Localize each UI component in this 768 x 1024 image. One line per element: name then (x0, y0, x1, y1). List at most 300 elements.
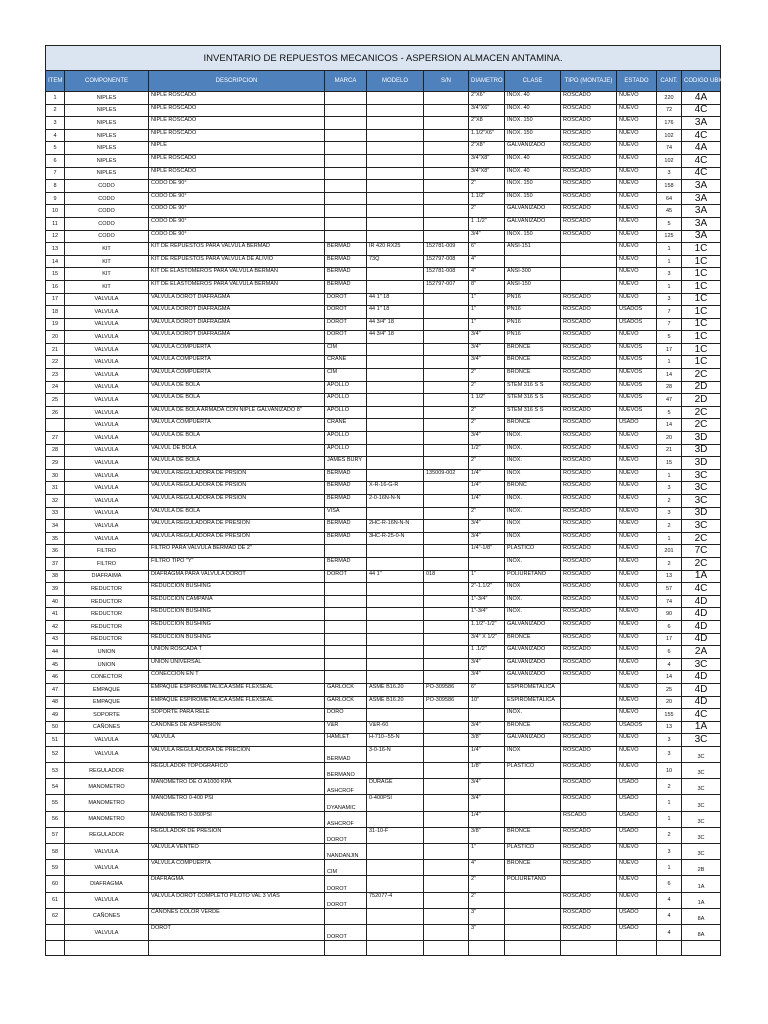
cell-sn[interactable] (424, 331, 469, 344)
cell-clase[interactable]: GALVANIZADO (505, 646, 561, 659)
cell-descripcion[interactable]: VALVULA COMPUERTA (149, 369, 325, 382)
cell-diametro[interactable]: 3/8" (469, 827, 505, 843)
cell-descripcion[interactable]: VALVULA REGULADORA DE PRESION (149, 520, 325, 533)
cell-tipo-montaje[interactable]: ROSCADO (561, 129, 617, 142)
cell-codigo-ubic[interactable]: 4D (682, 683, 721, 696)
cell-codigo-ubic[interactable]: 1C (682, 280, 721, 293)
cell-componente[interactable]: KIT (65, 280, 149, 293)
cell-estado[interactable]: NUEVO (617, 432, 657, 445)
cell-sn[interactable] (424, 142, 469, 155)
cell-diametro[interactable]: 1.1/2" (469, 192, 505, 205)
cell-tipo-montaje[interactable]: ROSCADO (561, 608, 617, 621)
cell-marca[interactable]: BERMAD (325, 557, 367, 570)
cell-diametro[interactable]: 3/8" (469, 734, 505, 747)
cell-tipo-montaje[interactable]: ROSCADO (561, 520, 617, 533)
cell-clase[interactable]: GALVANIZADO (505, 620, 561, 633)
cell-marca[interactable] (325, 192, 367, 205)
cell-item[interactable]: 31 (46, 482, 65, 495)
cell-tipo-montaje[interactable]: ROSCADO (561, 381, 617, 394)
cell-clase[interactable]: BRONCE (505, 419, 561, 432)
cell-clase[interactable]: INOX. (505, 709, 561, 722)
cell-clase[interactable]: INOX (505, 532, 561, 545)
cell-codigo-ubic[interactable]: 3A (682, 117, 721, 130)
cell-componente[interactable]: CONECTOR (65, 671, 149, 684)
cell-item[interactable]: 12 (46, 230, 65, 243)
cell-estado[interactable]: NUEVO (617, 255, 657, 268)
cell-diametro[interactable]: 3/4" (469, 532, 505, 545)
cell-codigo-ubic[interactable]: 3A (682, 180, 721, 193)
cell-item[interactable]: 44 (46, 646, 65, 659)
cell-estado[interactable]: NUEVO (617, 293, 657, 306)
cell-tipo-montaje[interactable] (561, 255, 617, 268)
cell-marca[interactable] (325, 595, 367, 608)
cell-componente[interactable]: VALVULA (65, 306, 149, 319)
cell-clase[interactable] (505, 255, 561, 268)
cell-item[interactable]: 5 (46, 142, 65, 155)
cell-clase[interactable]: ANSI-300 (505, 268, 561, 281)
cell-codigo-ubic[interactable]: 4D (682, 671, 721, 684)
cell-clase[interactable]: ANSI-150 (505, 280, 561, 293)
cell-marca[interactable]: CIM (325, 860, 367, 876)
cell-cant[interactable]: 1 (657, 255, 682, 268)
cell-tipo-montaje[interactable]: ROSCADO (561, 779, 617, 795)
cell-cant[interactable]: 125 (657, 230, 682, 243)
cell-tipo-montaje[interactable]: ROSCADO (561, 545, 617, 558)
cell-codigo-ubic[interactable]: 3A (682, 217, 721, 230)
cell-codigo-ubic[interactable]: 1C (682, 255, 721, 268)
cell-tipo-montaje[interactable]: ROSCADO (561, 192, 617, 205)
cell-sn[interactable] (424, 608, 469, 621)
cell-cant[interactable]: 20 (657, 432, 682, 445)
cell-descripcion[interactable]: CODO DE 90° (149, 217, 325, 230)
cell-marca[interactable] (325, 217, 367, 230)
cell-clase[interactable]: PLASTICO (505, 545, 561, 558)
cell-clase[interactable]: GALVANIZADO (505, 671, 561, 684)
cell-sn[interactable] (424, 369, 469, 382)
cell-clase[interactable] (505, 779, 561, 795)
cell-modelo[interactable]: ASME B16.20 (367, 683, 424, 696)
cell-modelo[interactable] (367, 557, 424, 570)
cell-cant[interactable]: 1 (657, 356, 682, 369)
cell-codigo-ubic[interactable]: 8A (682, 924, 721, 940)
cell-descripcion[interactable]: DIAFRAGMA PARA VALVULA DOROT (149, 570, 325, 583)
cell-descripcion[interactable]: NIPLE ROSCADO (149, 92, 325, 105)
cell-tipo-montaje[interactable]: ROSCADO (561, 746, 617, 762)
cell-modelo[interactable]: DURAGE (367, 779, 424, 795)
cell-item[interactable]: 37 (46, 557, 65, 570)
cell-componente[interactable]: KIT (65, 243, 149, 256)
header-marca[interactable]: MARCA (325, 71, 367, 92)
cell-sn[interactable] (424, 620, 469, 633)
cell-codigo-ubic[interactable]: 3C (682, 495, 721, 508)
cell-estado[interactable]: NUEVO (617, 620, 657, 633)
cell-sn[interactable] (424, 419, 469, 432)
cell-sn[interactable]: 152781-009 (424, 243, 469, 256)
cell-codigo-ubic[interactable]: 1C (682, 268, 721, 281)
cell-cant[interactable]: 90 (657, 608, 682, 621)
cell-estado[interactable]: NUEVO (617, 117, 657, 130)
cell-descripcion[interactable]: CODO DE 90° (149, 192, 325, 205)
cell-marca[interactable]: BERMANO (325, 763, 367, 779)
cell-cant[interactable]: 7 (657, 306, 682, 319)
cell-clase[interactable] (505, 924, 561, 940)
cell-clase[interactable] (505, 811, 561, 827)
cell-componente[interactable]: VALVULA (65, 432, 149, 445)
cell-codigo-ubic[interactable]: 1C (682, 318, 721, 331)
cell-item[interactable]: 52 (46, 746, 65, 762)
cell-componente[interactable]: VALVULA (65, 495, 149, 508)
cell-componente[interactable]: CODO (65, 192, 149, 205)
cell-cant[interactable]: 3 (657, 746, 682, 762)
cell-marca[interactable]: CRANE (325, 356, 367, 369)
cell-modelo[interactable]: 44 1" 18 (367, 306, 424, 319)
cell-codigo-ubic[interactable]: 7C (682, 545, 721, 558)
cell-clase[interactable]: GALVANIZADO (505, 142, 561, 155)
cell-diametro[interactable] (469, 709, 505, 722)
cell-tipo-montaje[interactable]: ROSCADO (561, 154, 617, 167)
empty-cell[interactable] (561, 941, 617, 956)
cell-tipo-montaje[interactable]: ROSCADO (561, 721, 617, 734)
cell-sn[interactable] (424, 318, 469, 331)
cell-item[interactable]: 6 (46, 154, 65, 167)
cell-descripcion[interactable]: FILTRO TIPO "Y" (149, 557, 325, 570)
cell-cant[interactable]: 7 (657, 318, 682, 331)
cell-modelo[interactable] (367, 154, 424, 167)
cell-cant[interactable]: 5 (657, 331, 682, 344)
cell-item[interactable]: 20 (46, 331, 65, 344)
cell-clase[interactable]: ANSI-151 (505, 243, 561, 256)
cell-estado[interactable]: NUEVO (617, 844, 657, 860)
cell-marca[interactable]: BERMAD (325, 520, 367, 533)
cell-estado[interactable]: USADOS (617, 721, 657, 734)
cell-modelo[interactable] (367, 129, 424, 142)
cell-sn[interactable] (424, 192, 469, 205)
cell-descripcion[interactable]: VALVULA DOROT COMPLETO PILOTO VAL 3 VIAS (149, 892, 325, 908)
cell-marca[interactable]: DOROT (325, 892, 367, 908)
cell-marca[interactable]: BERMAD (325, 469, 367, 482)
cell-sn[interactable] (424, 721, 469, 734)
cell-estado[interactable]: NUEVO (617, 746, 657, 762)
cell-cant[interactable]: 1 (657, 280, 682, 293)
cell-modelo[interactable] (367, 343, 424, 356)
cell-sn[interactable] (424, 827, 469, 843)
cell-descripcion[interactable]: KIT DE ELASTOMEROS PARA VALVULA BERMAN (149, 280, 325, 293)
cell-marca[interactable]: CRANE (325, 419, 367, 432)
cell-clase[interactable]: INOX. (505, 495, 561, 508)
cell-item[interactable] (46, 924, 65, 940)
cell-sn[interactable] (424, 734, 469, 747)
cell-componente[interactable]: FILTRO (65, 557, 149, 570)
cell-cant[interactable]: 1 (657, 811, 682, 827)
cell-clase[interactable]: PN16 (505, 306, 561, 319)
cell-marca[interactable] (325, 633, 367, 646)
cell-clase[interactable]: BRONCE (505, 356, 561, 369)
cell-tipo-montaje[interactable]: ROSCADO (561, 908, 617, 924)
cell-descripcion[interactable]: VALVULA COMPUERTA (149, 343, 325, 356)
cell-diametro[interactable]: 2"X8" (469, 142, 505, 155)
cell-sn[interactable] (424, 230, 469, 243)
cell-modelo[interactable] (367, 142, 424, 155)
cell-componente[interactable]: VALVULA (65, 293, 149, 306)
cell-clase[interactable]: INOX. (505, 432, 561, 445)
cell-cant[interactable]: 17 (657, 343, 682, 356)
cell-modelo[interactable]: 0-400PSI (367, 795, 424, 811)
cell-tipo-montaje[interactable]: ROSCADO (561, 620, 617, 633)
cell-marca[interactable] (325, 92, 367, 105)
cell-cant[interactable]: 5 (657, 406, 682, 419)
cell-componente[interactable]: VALVULA (65, 520, 149, 533)
cell-componente[interactable]: REDUCTOR (65, 620, 149, 633)
cell-codigo-ubic[interactable]: 3C (682, 658, 721, 671)
header-sn[interactable]: S/N (424, 71, 469, 92)
cell-item[interactable]: 7 (46, 167, 65, 180)
cell-codigo-ubic[interactable]: 4C (682, 154, 721, 167)
cell-marca[interactable]: DOROT (325, 318, 367, 331)
cell-codigo-ubic[interactable]: 2D (682, 394, 721, 407)
cell-componente[interactable]: VALVULA (65, 482, 149, 495)
cell-estado[interactable]: NUEVO (617, 180, 657, 193)
cell-codigo-ubic[interactable]: 3C (682, 779, 721, 795)
cell-item[interactable]: 1 (46, 92, 65, 105)
cell-codigo-ubic[interactable]: 3A (682, 192, 721, 205)
cell-componente[interactable]: MANOMETRO (65, 795, 149, 811)
cell-item[interactable]: 61 (46, 892, 65, 908)
cell-marca[interactable] (325, 646, 367, 659)
cell-item[interactable]: 60 (46, 876, 65, 892)
cell-marca[interactable] (325, 167, 367, 180)
cell-componente[interactable]: VALVULA (65, 394, 149, 407)
cell-tipo-montaje[interactable]: ROSCADO (561, 595, 617, 608)
cell-cant[interactable]: 4 (657, 658, 682, 671)
cell-estado[interactable]: USADO (617, 827, 657, 843)
cell-marca[interactable]: DOROT (325, 331, 367, 344)
cell-sn[interactable] (424, 167, 469, 180)
cell-item[interactable]: 16 (46, 280, 65, 293)
cell-tipo-montaje[interactable]: ROSCADO (561, 482, 617, 495)
cell-marca[interactable] (325, 117, 367, 130)
cell-sn[interactable] (424, 205, 469, 218)
cell-tipo-montaje[interactable]: ROSCADO (561, 658, 617, 671)
cell-componente[interactable]: NIPLES (65, 117, 149, 130)
cell-componente[interactable]: DIAFRAGMA (65, 876, 149, 892)
cell-clase[interactable]: BRONCE (505, 633, 561, 646)
cell-sn[interactable] (424, 779, 469, 795)
cell-componente[interactable]: REDUCTOR (65, 595, 149, 608)
cell-sn[interactable] (424, 795, 469, 811)
cell-codigo-ubic[interactable]: 4C (682, 709, 721, 722)
empty-cell[interactable] (367, 941, 424, 956)
cell-diametro[interactable]: 2" (469, 180, 505, 193)
cell-modelo[interactable] (367, 394, 424, 407)
cell-cant[interactable]: 4 (657, 924, 682, 940)
cell-diametro[interactable]: 3" (469, 924, 505, 940)
cell-cant[interactable]: 10 (657, 763, 682, 779)
cell-codigo-ubic[interactable]: 3C (682, 746, 721, 762)
cell-descripcion[interactable]: KIT DE REPUESTOS PARA VALVULA DE ALIVIO (149, 255, 325, 268)
cell-estado[interactable]: NUEVO (617, 217, 657, 230)
cell-modelo[interactable] (367, 406, 424, 419)
cell-estado[interactable]: NUEVO (617, 192, 657, 205)
cell-marca[interactable]: GARLOCK (325, 696, 367, 709)
cell-tipo-montaje[interactable] (561, 696, 617, 709)
cell-diametro[interactable]: 3/4" (469, 520, 505, 533)
cell-item[interactable]: 9 (46, 192, 65, 205)
cell-cant[interactable]: 2 (657, 779, 682, 795)
cell-tipo-montaje[interactable]: ROSCADO (561, 583, 617, 596)
cell-componente[interactable]: CAÑONES (65, 721, 149, 734)
cell-tipo-montaje[interactable]: ROSCADO (561, 394, 617, 407)
cell-marca[interactable]: DYANAMIC (325, 795, 367, 811)
cell-diametro[interactable]: 1/4" (469, 811, 505, 827)
cell-componente[interactable]: CODO (65, 180, 149, 193)
cell-estado[interactable]: USADO (617, 811, 657, 827)
cell-modelo[interactable] (367, 381, 424, 394)
cell-item[interactable]: 47 (46, 683, 65, 696)
cell-estado[interactable]: USADO (617, 908, 657, 924)
cell-descripcion[interactable]: VALVULA REGULADORA DE PRESION (149, 532, 325, 545)
cell-sn[interactable] (424, 892, 469, 908)
cell-codigo-ubic[interactable]: 1A (682, 876, 721, 892)
cell-cant[interactable]: 2 (657, 520, 682, 533)
cell-estado[interactable]: NUEVO (617, 280, 657, 293)
cell-diametro[interactable]: 6" (469, 243, 505, 256)
cell-componente[interactable]: REDUCTOR (65, 583, 149, 596)
cell-item[interactable]: 55 (46, 795, 65, 811)
cell-cant[interactable]: 13 (657, 721, 682, 734)
cell-modelo[interactable] (367, 763, 424, 779)
cell-marca[interactable]: HAMLET (325, 734, 367, 747)
cell-tipo-montaje[interactable]: ROSCADO (561, 117, 617, 130)
cell-diametro[interactable]: 1/4" (469, 482, 505, 495)
cell-descripcion[interactable]: CODO DE 90° (149, 230, 325, 243)
cell-componente[interactable]: KIT (65, 255, 149, 268)
cell-diametro[interactable]: 3/4"X8" (469, 167, 505, 180)
cell-componente[interactable]: VALVULA (65, 331, 149, 344)
cell-descripcion[interactable]: UNION UNIVERSAL (149, 658, 325, 671)
cell-clase[interactable]: INOX. 150 (505, 117, 561, 130)
cell-diametro[interactable]: 10" (469, 696, 505, 709)
cell-item[interactable]: 22 (46, 356, 65, 369)
cell-clase[interactable]: INOX. 150 (505, 230, 561, 243)
cell-componente[interactable]: VALVULA (65, 356, 149, 369)
cell-tipo-montaje[interactable]: ROSCADO (561, 469, 617, 482)
cell-codigo-ubic[interactable]: 4C (682, 583, 721, 596)
cell-marca[interactable]: DOROT (325, 570, 367, 583)
cell-sn[interactable] (424, 658, 469, 671)
cell-codigo-ubic[interactable]: 3C (682, 469, 721, 482)
header-tipo-montaje[interactable]: TIPO (MONTAJE) (561, 71, 617, 92)
cell-descripcion[interactable]: VALVULA DOROT DIAFRAGMA (149, 318, 325, 331)
cell-item[interactable]: 28 (46, 444, 65, 457)
cell-modelo[interactable] (367, 180, 424, 193)
cell-estado[interactable]: NUEVOS (617, 369, 657, 382)
cell-componente[interactable]: SOPORTE (65, 709, 149, 722)
cell-cant[interactable]: 20 (657, 696, 682, 709)
cell-cant[interactable]: 72 (657, 104, 682, 117)
cell-codigo-ubic[interactable]: 2C (682, 557, 721, 570)
cell-sn[interactable] (424, 671, 469, 684)
cell-cant[interactable]: 14 (657, 419, 682, 432)
cell-estado[interactable]: USADO (617, 924, 657, 940)
cell-codigo-ubic[interactable]: 1C (682, 243, 721, 256)
cell-codigo-ubic[interactable]: 3C (682, 811, 721, 827)
cell-marca[interactable]: V&R (325, 721, 367, 734)
cell-descripcion[interactable]: VALVULA DOROT DIAFRAGMA (149, 293, 325, 306)
cell-sn[interactable] (424, 709, 469, 722)
cell-diametro[interactable]: 2" (469, 457, 505, 470)
cell-modelo[interactable] (367, 230, 424, 243)
cell-tipo-montaje[interactable]: ROSCADO (561, 646, 617, 659)
cell-tipo-montaje[interactable]: ROSCADO (561, 892, 617, 908)
cell-componente[interactable]: VALVULA (65, 532, 149, 545)
cell-codigo-ubic[interactable]: 2C (682, 406, 721, 419)
cell-diametro[interactable]: 1" (469, 306, 505, 319)
cell-modelo[interactable] (367, 658, 424, 671)
cell-marca[interactable]: GARLOCK (325, 683, 367, 696)
cell-item[interactable]: 53 (46, 763, 65, 779)
cell-item[interactable]: 17 (46, 293, 65, 306)
cell-modelo[interactable] (367, 444, 424, 457)
cell-sn[interactable] (424, 844, 469, 860)
cell-estado[interactable]: NUEVO (617, 683, 657, 696)
cell-diametro[interactable]: 4" (469, 268, 505, 281)
empty-cell[interactable] (469, 941, 505, 956)
cell-marca[interactable]: DOROT (325, 876, 367, 892)
cell-estado[interactable]: NUEVO (617, 658, 657, 671)
cell-codigo-ubic[interactable]: 1C (682, 306, 721, 319)
empty-cell[interactable] (682, 941, 721, 956)
cell-diametro[interactable]: 3/4" (469, 779, 505, 795)
cell-tipo-montaje[interactable]: ROSCADO (561, 369, 617, 382)
cell-marca[interactable]: JAMES BURY (325, 457, 367, 470)
cell-estado[interactable]: NUEVO (617, 469, 657, 482)
cell-descripcion[interactable]: MANOMETRO DE O A1000 KPA (149, 779, 325, 795)
cell-diametro[interactable]: 2" (469, 507, 505, 520)
cell-componente[interactable]: REDUCTOR (65, 633, 149, 646)
cell-estado[interactable]: NUEVO (617, 457, 657, 470)
cell-modelo[interactable]: V&R-60 (367, 721, 424, 734)
cell-estado[interactable]: NUEVO (617, 129, 657, 142)
cell-cant[interactable]: 3 (657, 844, 682, 860)
cell-cant[interactable]: 14 (657, 671, 682, 684)
cell-descripcion[interactable]: REGULADOR DE PRESION (149, 827, 325, 843)
cell-codigo-ubic[interactable]: 2C (682, 369, 721, 382)
cell-descripcion[interactable]: VALVULA DOROT DIAFRAGMA (149, 306, 325, 319)
cell-componente[interactable]: NIPLES (65, 142, 149, 155)
cell-componente[interactable]: NIPLES (65, 104, 149, 117)
cell-cant[interactable]: 25 (657, 683, 682, 696)
cell-clase[interactable]: INOX (505, 746, 561, 762)
cell-descripcion[interactable]: VALVULA DE BOLA (149, 432, 325, 445)
cell-descripcion[interactable]: VALVULA DOROT DIAFRAGMA (149, 331, 325, 344)
cell-clase[interactable]: INOX. 150 (505, 129, 561, 142)
cell-marca[interactable] (325, 658, 367, 671)
cell-modelo[interactable]: 3HC-R-25-0-N (367, 532, 424, 545)
cell-cant[interactable]: 201 (657, 545, 682, 558)
cell-descripcion[interactable]: CAÑONES DE ASPERSION (149, 721, 325, 734)
cell-clase[interactable]: POLIURETANO (505, 876, 561, 892)
cell-modelo[interactable] (367, 908, 424, 924)
cell-sn[interactable] (424, 92, 469, 105)
cell-marca[interactable] (325, 104, 367, 117)
cell-diametro[interactable]: 3/4" (469, 343, 505, 356)
cell-item[interactable]: 15 (46, 268, 65, 281)
cell-marca[interactable] (325, 908, 367, 924)
cell-diametro[interactable]: 1"-3/4" (469, 608, 505, 621)
cell-descripcion[interactable]: REDUCCION CAMPANA (149, 595, 325, 608)
cell-marca[interactable] (325, 180, 367, 193)
cell-cant[interactable]: 2 (657, 495, 682, 508)
